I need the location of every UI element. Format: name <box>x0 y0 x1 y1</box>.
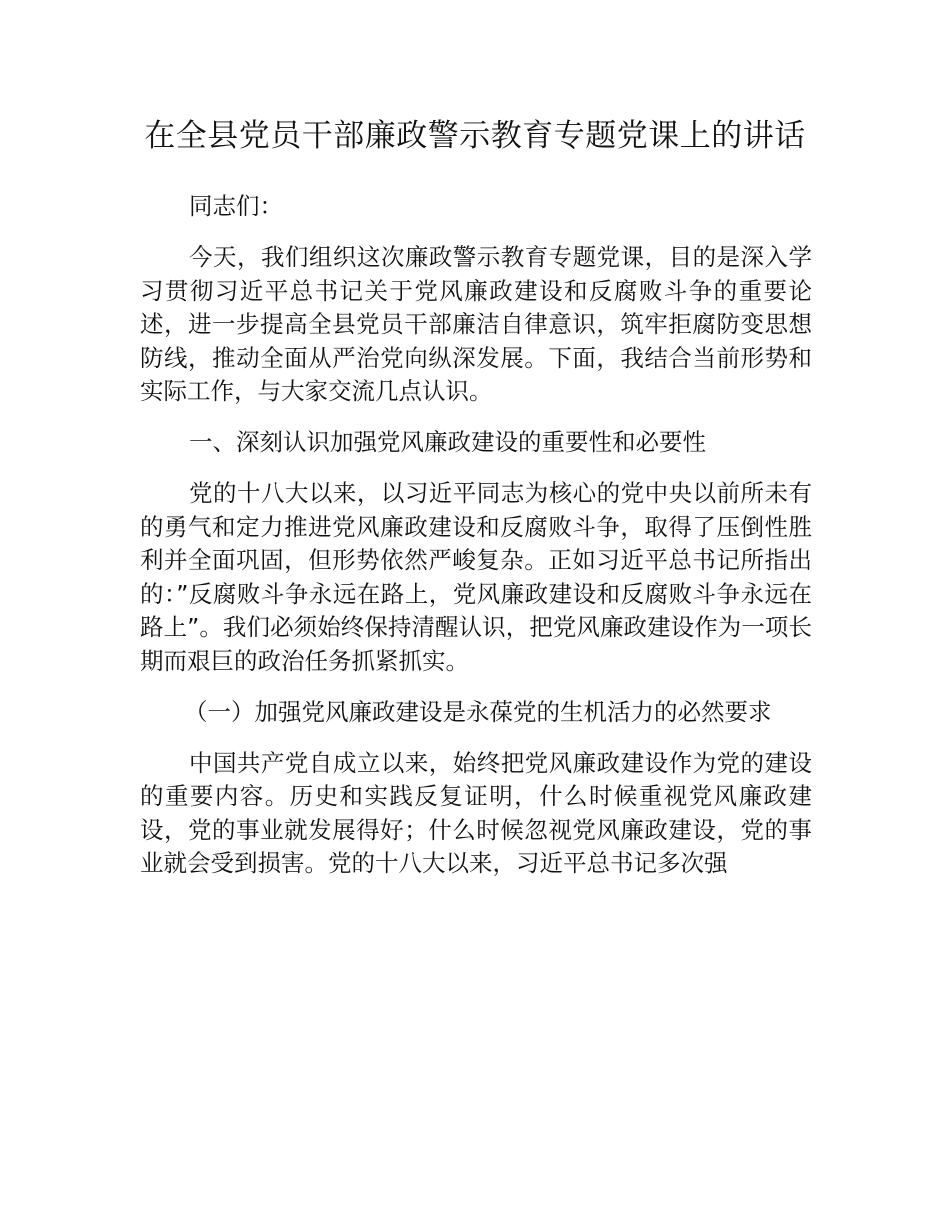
body-paragraph: 今天，我们组织这次廉政警示教育专题党课，目的是深入学习贯彻习近平总书记关于党风廉政建设和反腐败斗争的重要论述，进一步提高全县党员干部廉洁自律意识，筑牢拒腐防变思想防线，推动全面从严治党向纵深发展。下面，我结合当前形势和实际工作，与大家交流几点认识。 <box>140 243 812 405</box>
salutation: 同志们： <box>189 192 283 220</box>
body-paragraph: 党的十八大以来，以习近平同志为核心的党中央以前所未有的勇气和定力推进党风廉政建设和反腐败斗争，取得了压倒性胜利并全面巩固，但形势依然严峻复杂。正如习近平总书记所指出的：”反腐败斗争永远在路上，党风廉政建设和反腐败斗争永远在路上”。我们必须始终保持清醒认识，把党风廉政建设作为一项长期而艰巨的政治任务抓紧抓实。 <box>140 479 812 675</box>
body-paragraph: 中国共产党自成立以来，始终把党风廉政建设作为党的建设的重要内容。历史和实践反复证明，什么时候重视党风廉政建设，党的事业就发展得好；什么时候忽视党风廉政建设，党的事业就会受到损害。党的十八大以来，习近平总书记多次强 <box>140 748 812 877</box>
section-heading: 一、深刻认识加强党风廉政建设的重要性和必要性 <box>189 428 706 456</box>
document-body <box>140 190 812 898</box>
subsection-heading: （一）加强党风廉政建设是永葆党的生机活力的必然要求 <box>184 697 772 726</box>
document-title: 在全县党员干部廉政警示教育专题党课上的讲话 <box>144 118 806 154</box>
